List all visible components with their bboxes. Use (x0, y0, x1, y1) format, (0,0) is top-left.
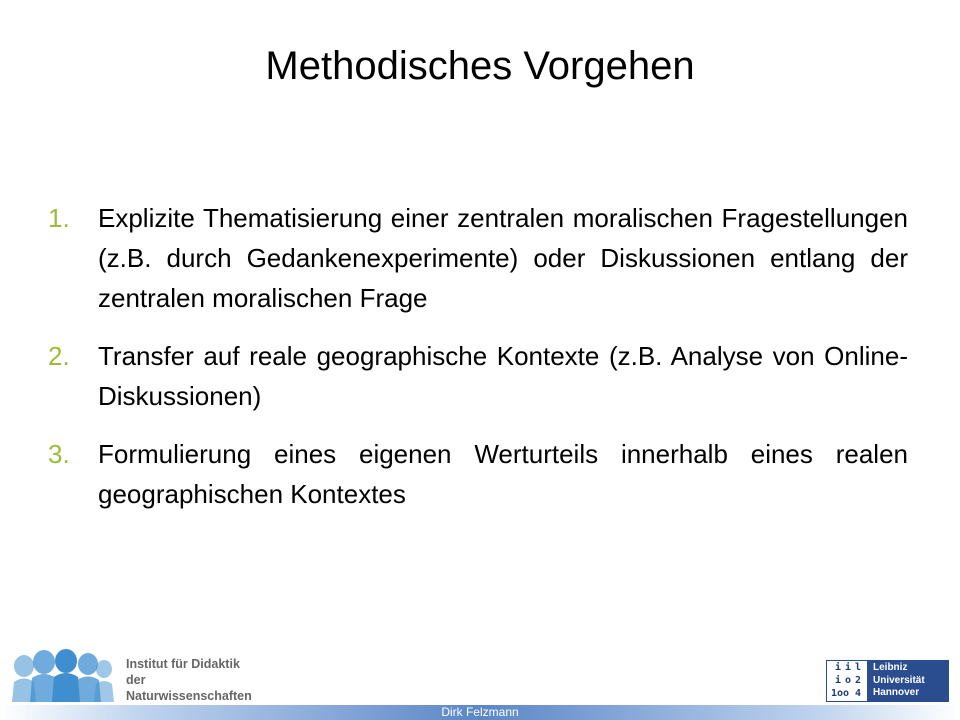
university-logo (826, 660, 949, 702)
institute-logo (10, 648, 260, 704)
list-number: 3. (48, 439, 70, 469)
slide-title: Methodisches Vorgehen (265, 44, 695, 88)
list-item (48, 336, 908, 416)
footer-author: Dirk Felzmann (441, 705, 519, 719)
list-item (48, 434, 908, 514)
institute-name-line2: der Naturwissenschaften (126, 673, 252, 703)
university-name-line1: Leibniz (873, 662, 908, 673)
university-name-line2: Universität (873, 674, 925, 686)
heads-icon (10, 648, 114, 702)
list-text: Formulierung eines eigenen Werturteils innerhalb eines realen geographischen Kontextes (98, 439, 908, 509)
institute-name-line1: Institut für Didaktik (126, 657, 240, 671)
list-text: Explizite Thematisierung einer zentralen moralischen Fragestellungen (z.B. durch Gedankenexperimente) oder Diskussionen entlang der zentralen moralischen Frage (98, 203, 908, 313)
method-list (48, 198, 908, 532)
list-number: 2. (48, 341, 70, 371)
university-name-line3: Hannover (873, 687, 920, 698)
luh-mark-icon: i i l i o 2 1o o 4 (827, 661, 867, 701)
list-text: Transfer auf reale geographische Kontexte (z.B. Analyse von Online-Diskussionen) (98, 341, 908, 411)
list-item (48, 198, 908, 318)
list-number: 1. (48, 203, 70, 233)
